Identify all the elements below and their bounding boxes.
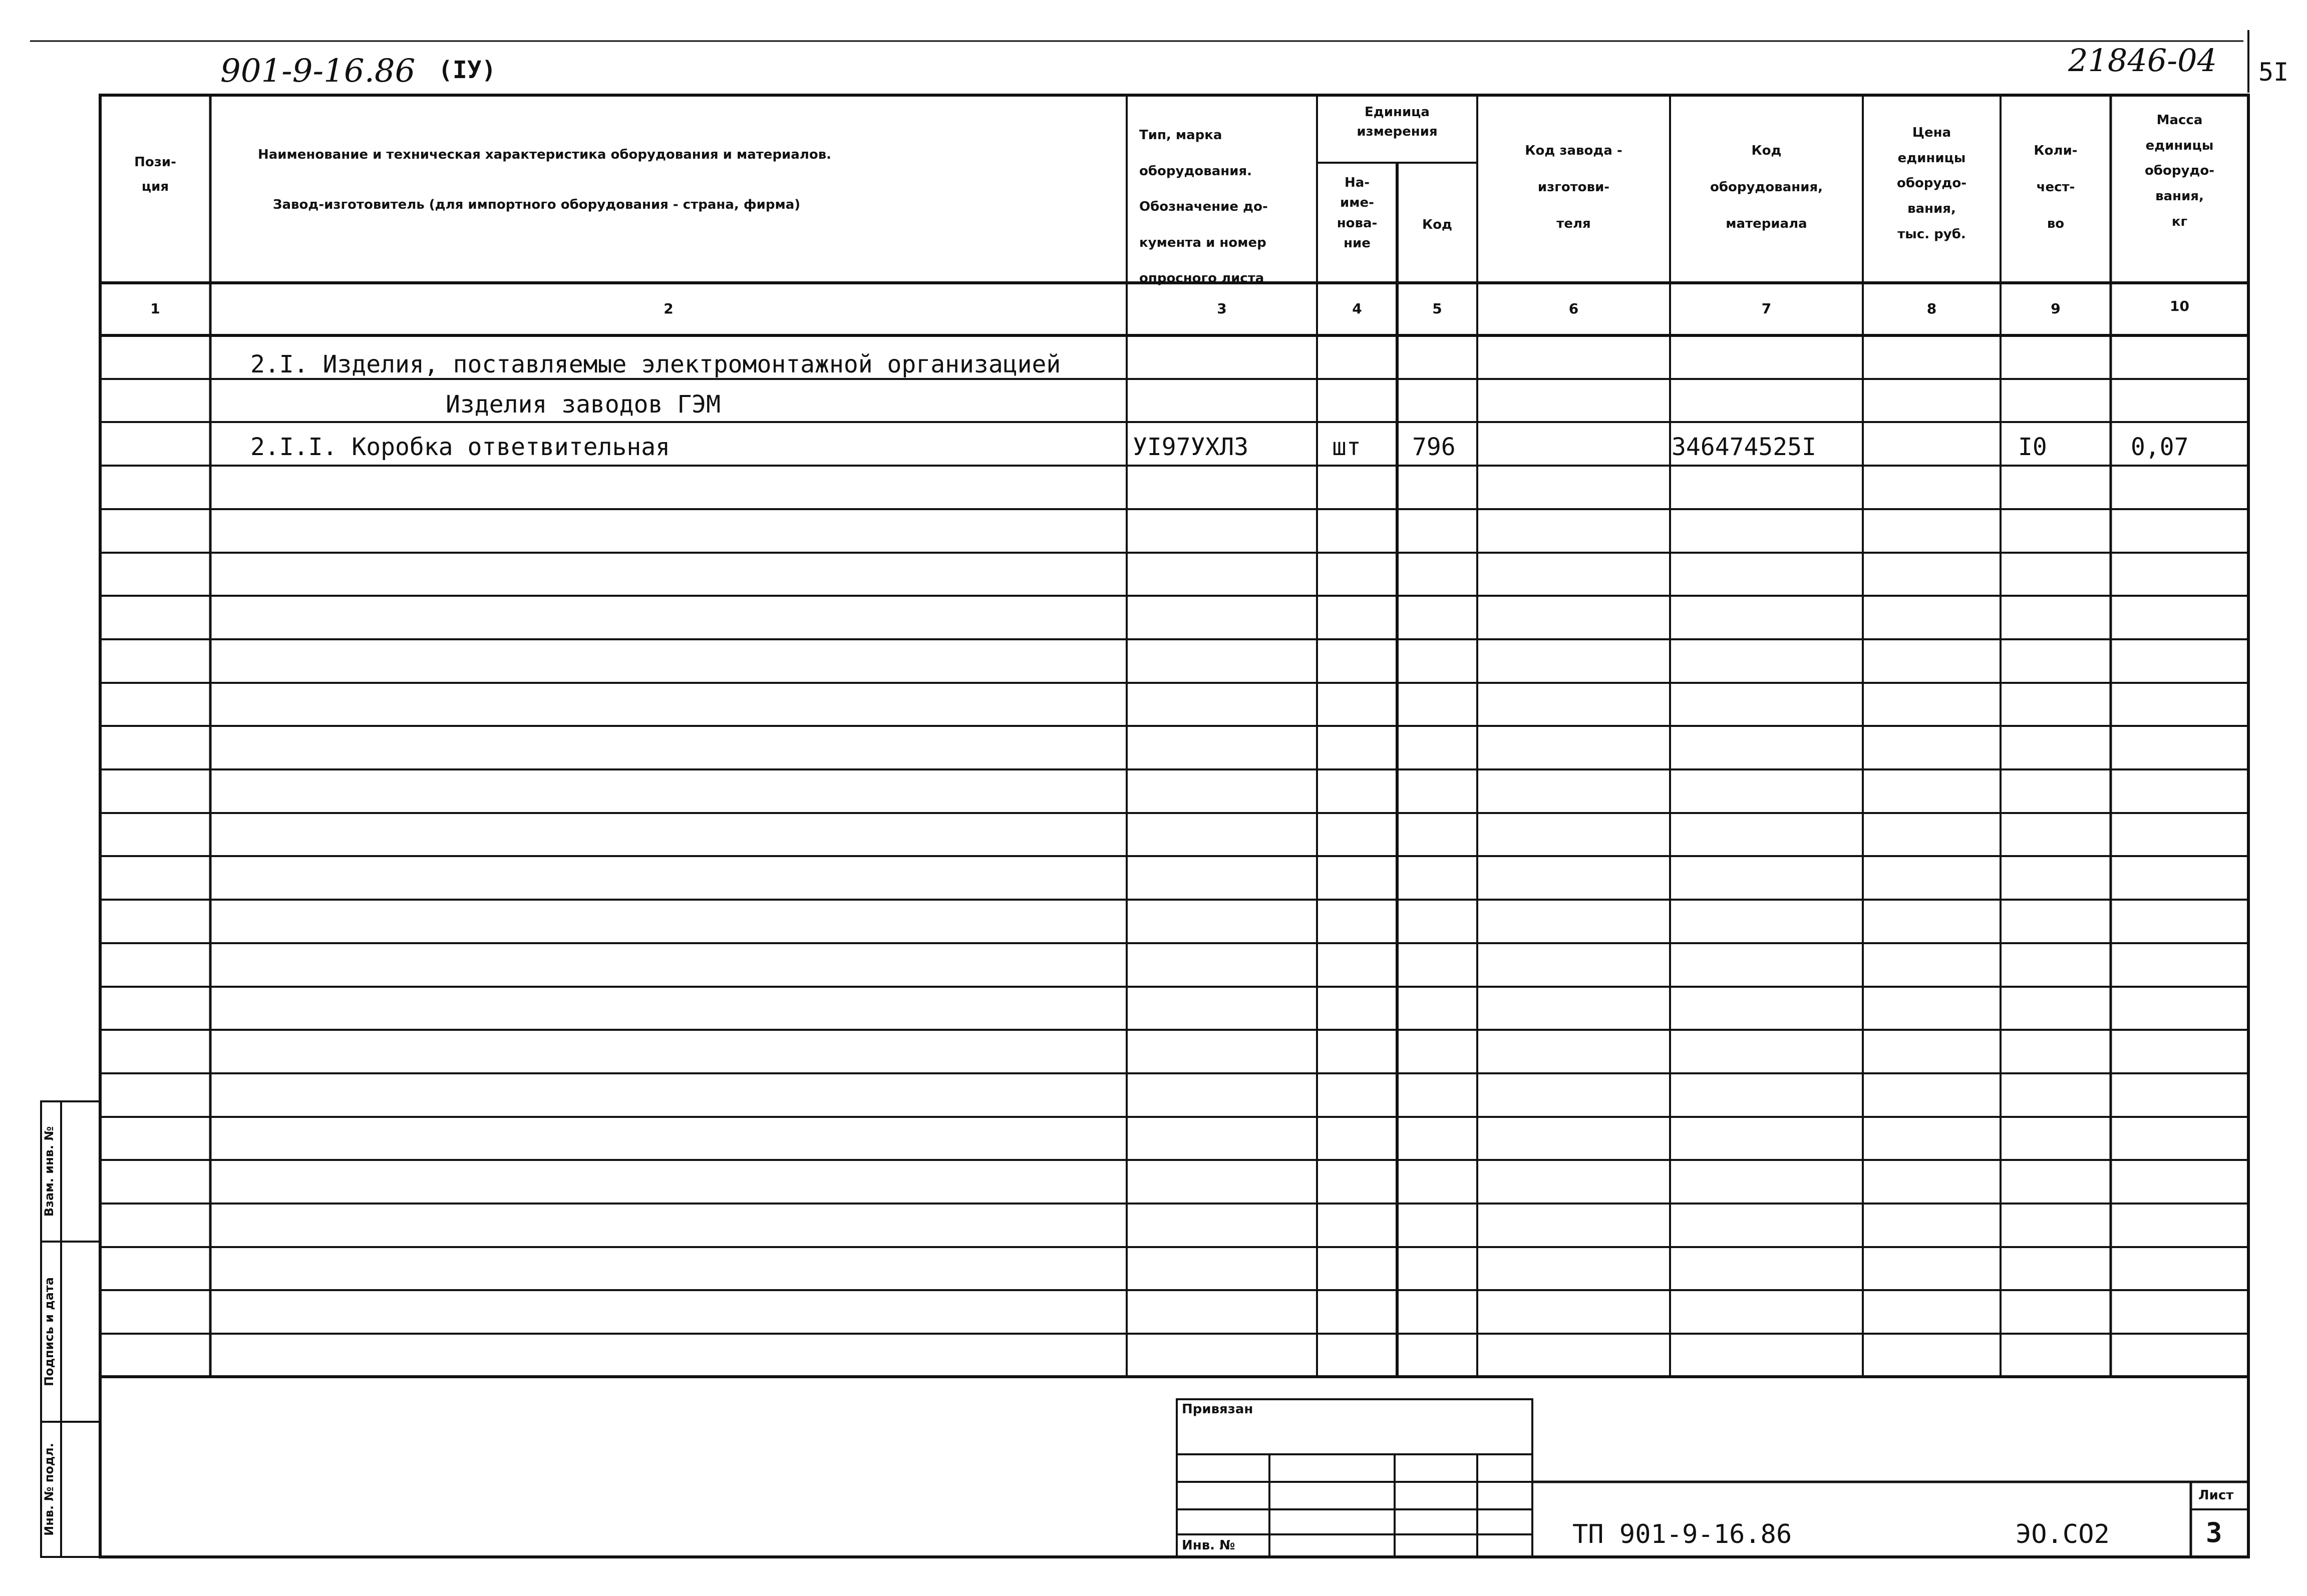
table-row-item-equipment-code: 346474525I xyxy=(1672,433,1816,461)
col-number-8: 8 xyxy=(1926,300,1937,317)
table-row-section-title: 2.I. Изделия, поставляемые электромонтажной организацией xyxy=(250,350,1061,378)
col-header-equipment-code: Код оборудования, материала xyxy=(1710,143,1823,231)
title-block-sheet-label: Лист xyxy=(2198,1488,2234,1503)
col-header-name-line2: Завод-изготовитель (для импортного оборудования - страна, фирма) xyxy=(273,197,801,212)
col-number-1: 1 xyxy=(150,300,160,317)
title-block-sheet-number: 3 xyxy=(2206,1517,2222,1548)
side-stamp-replaced-inv: Взам. инв. № xyxy=(42,1126,56,1217)
col-number-10: 10 xyxy=(2170,298,2189,314)
col-header-type: Тип, марка оборудования. Обозначение до- кумента и номер опросного листа xyxy=(1139,128,1268,286)
col-header-name-line1: Наименование и техническая характеристика оборудования и материалов. xyxy=(258,147,832,162)
title-block-linked: Привязан xyxy=(1182,1402,1253,1417)
col-number-5: 5 xyxy=(1432,300,1442,317)
table-row-item-type: УI97УХЛ3 xyxy=(1133,433,1249,461)
side-stamp-signature-date: Подпись и дата xyxy=(42,1277,56,1386)
col-number-6: 6 xyxy=(1568,300,1579,317)
table-row-item-quantity: I0 xyxy=(2018,433,2047,461)
col-header-unit-code: Код xyxy=(1422,217,1453,232)
col-header-factory-code: Код завода - изготови- теля xyxy=(1525,143,1622,231)
inventory-handwritten: 21846-04 xyxy=(2068,42,2217,79)
table-row-item-code: 796 xyxy=(1412,433,1456,461)
col-header-quantity: Коли- чест- во xyxy=(2034,143,2078,231)
col-header-mass: Масса единицы оборудо- вания, кг xyxy=(2144,113,2215,229)
title-block-section-code: ЭО.СО2 xyxy=(2016,1519,2110,1549)
table-row-item-unit: шт xyxy=(1332,433,1361,461)
page-number: 5I xyxy=(2258,58,2289,87)
table-row-subsection-title: Изделия заводов ГЭМ xyxy=(446,390,721,419)
title-block-project-code: ТП 901-9-16.86 xyxy=(1572,1519,1792,1549)
table-row-item-mass: 0,07 xyxy=(2131,433,2189,461)
col-header-unit-name: На- име- нова- ние xyxy=(1337,175,1378,251)
table-row-item-name: 2.I.I. Коробка ответвительная xyxy=(250,433,671,461)
title-block-inv-no: Инв. № xyxy=(1182,1538,1235,1553)
col-number-4: 4 xyxy=(1352,300,1362,317)
col-number-7: 7 xyxy=(1761,300,1772,317)
doc-code-handwritten: 901-9-16.86 xyxy=(220,53,416,90)
col-number-2: 2 xyxy=(664,300,674,317)
col-header-unit-group: Единица измерения xyxy=(1357,105,1438,139)
volume-label: (IУ) xyxy=(438,56,496,84)
col-header-price: Цена единицы оборудо- вания, тыс. руб. xyxy=(1896,125,1967,242)
col-number-3: 3 xyxy=(1217,300,1227,317)
col-header-position: Пози- ция xyxy=(134,155,176,195)
side-stamp-original-inv: Инв. № подл. xyxy=(42,1443,56,1536)
col-number-9: 9 xyxy=(2051,300,2061,317)
